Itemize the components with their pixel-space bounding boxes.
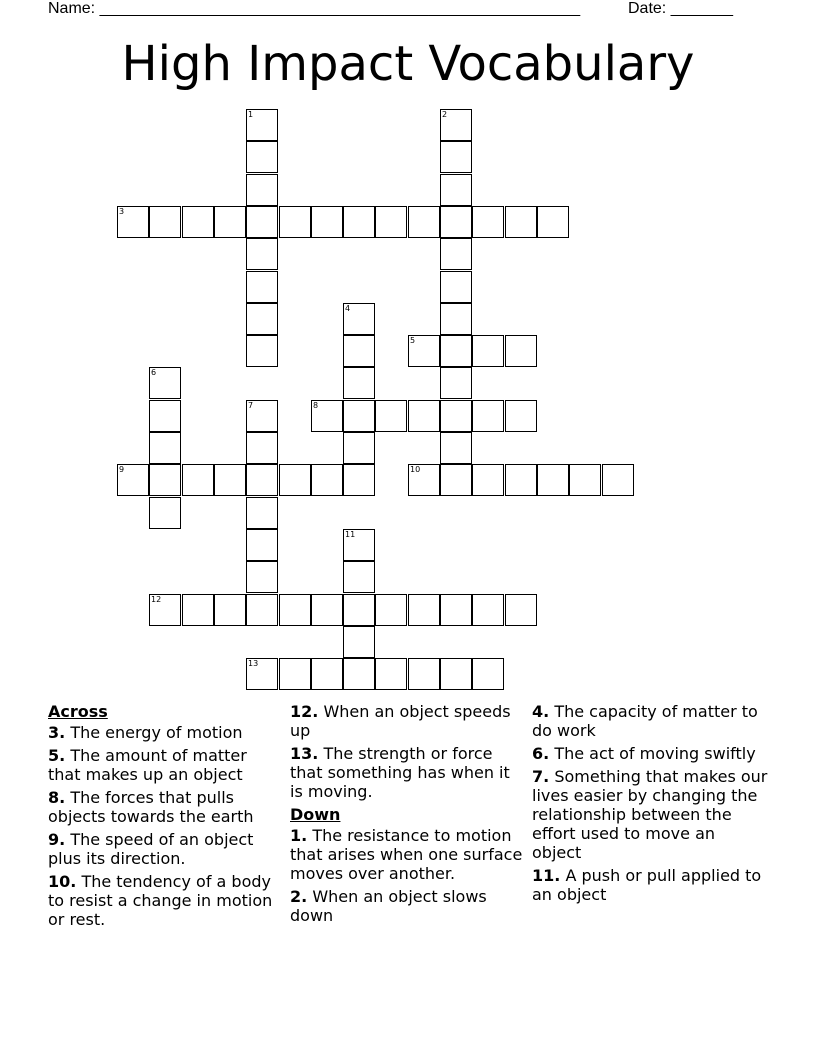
clue-text: Something that makes our lives easier by changing the relationship between the effort used to move an object [532, 767, 768, 862]
grid-cell[interactable] [246, 174, 278, 206]
section-heading: Across [48, 702, 108, 721]
clue-text: When an object speeds up [290, 702, 511, 740]
grid-cell[interactable] [537, 464, 569, 496]
clue-number-label: 13. [290, 744, 319, 763]
grid-cell[interactable] [343, 464, 375, 496]
grid-cell[interactable] [440, 658, 472, 690]
grid-cell[interactable] [149, 497, 181, 529]
grid-cell[interactable] [246, 497, 278, 529]
grid-cell[interactable] [505, 400, 537, 432]
grid-cell[interactable] [537, 206, 569, 238]
grid-cell[interactable] [149, 367, 181, 399]
clue-item [532, 702, 768, 740]
grid-cell[interactable] [311, 658, 343, 690]
grid-cell[interactable] [279, 464, 311, 496]
clue-number-label: 2. [290, 887, 308, 906]
page-title: High Impact Vocabulary [121, 36, 695, 92]
grid-cell[interactable] [440, 432, 472, 464]
clue-number: 12 [151, 595, 162, 604]
grid-cell[interactable] [149, 432, 181, 464]
grid-cell[interactable] [505, 335, 537, 367]
grid-cell[interactable] [440, 238, 472, 270]
clue-number-label: 4. [532, 702, 550, 721]
grid-cell[interactable] [182, 594, 214, 626]
grid-cell[interactable] [246, 594, 278, 626]
grid-cell[interactable] [246, 109, 278, 141]
grid-cell[interactable] [375, 206, 407, 238]
grid-cell[interactable] [311, 464, 343, 496]
grid-cell[interactable] [182, 464, 214, 496]
grid-cell[interactable] [472, 335, 504, 367]
clue-text: The amount of matter that makes up an object [48, 746, 247, 784]
clue-item [290, 826, 526, 883]
grid-cell[interactable] [440, 464, 472, 496]
grid-cell[interactable] [375, 594, 407, 626]
grid-cell[interactable] [343, 561, 375, 593]
grid-cell[interactable] [408, 335, 440, 367]
clue-column-3 [532, 702, 768, 908]
grid-cell[interactable] [375, 658, 407, 690]
clue-text: The energy of motion [70, 723, 243, 742]
clue-text: The speed of an object plus its direction. [48, 830, 254, 868]
grid-cell[interactable] [117, 464, 149, 496]
clue-number: 3 [119, 207, 125, 216]
grid-cell[interactable] [149, 594, 181, 626]
grid-cell[interactable] [505, 464, 537, 496]
clue-text: When an object slows down [290, 887, 487, 925]
grid-cell[interactable] [182, 206, 214, 238]
grid-cell[interactable] [279, 658, 311, 690]
clue-item [532, 866, 768, 904]
clue-number: 2 [442, 110, 448, 119]
grid-cell[interactable] [343, 400, 375, 432]
clue-number: 6 [151, 368, 157, 377]
clue-text: The capacity of matter to do work [532, 702, 758, 740]
grid-cell[interactable] [440, 367, 472, 399]
section-heading: Down [290, 805, 341, 824]
grid-cell[interactable] [408, 206, 440, 238]
grid-cell[interactable] [117, 206, 149, 238]
grid-cell[interactable] [472, 464, 504, 496]
clue-number: 1 [248, 110, 254, 119]
clue-number-label: 6. [532, 744, 550, 763]
clue-item [48, 788, 284, 826]
grid-cell[interactable] [246, 141, 278, 173]
grid-cell[interactable] [149, 400, 181, 432]
clue-number: 5 [410, 336, 416, 345]
clue-number-label: 5. [48, 746, 66, 765]
grid-cell[interactable] [472, 400, 504, 432]
grid-cell[interactable] [408, 658, 440, 690]
grid-cell[interactable] [311, 400, 343, 432]
clue-item [290, 702, 526, 740]
grid-cell[interactable] [505, 206, 537, 238]
grid-cell[interactable] [472, 658, 504, 690]
clue-number-label: 1. [290, 826, 308, 845]
clue-item [532, 767, 768, 862]
clue-number-label: 12. [290, 702, 319, 721]
grid-cell[interactable] [246, 432, 278, 464]
grid-cell[interactable] [246, 658, 278, 690]
grid-cell[interactable] [343, 303, 375, 335]
grid-cell[interactable] [602, 464, 634, 496]
grid-cell[interactable] [343, 432, 375, 464]
grid-cell[interactable] [440, 174, 472, 206]
clue-column-1 [48, 702, 284, 933]
grid-cell[interactable] [408, 594, 440, 626]
grid-cell[interactable] [343, 529, 375, 561]
grid-cell[interactable] [246, 271, 278, 303]
grid-cell[interactable] [408, 464, 440, 496]
grid-cell[interactable] [246, 464, 278, 496]
grid-cell[interactable] [440, 594, 472, 626]
grid-cell[interactable] [472, 206, 504, 238]
clue-text: The strength or force that something has when it is moving. [290, 744, 510, 801]
clue-number: 8 [313, 401, 319, 410]
clue-text: The act of moving swiftly [554, 744, 756, 763]
clue-number: 9 [119, 465, 125, 474]
grid-cell[interactable] [343, 206, 375, 238]
grid-cell[interactable] [440, 109, 472, 141]
clue-number-label: 8. [48, 788, 66, 807]
clue-item [290, 887, 526, 925]
grid-cell[interactable] [311, 594, 343, 626]
clue-item [48, 746, 284, 784]
clue-item [48, 872, 284, 929]
grid-cell[interactable] [440, 400, 472, 432]
clue-number-label: 10. [48, 872, 77, 891]
clue-item [290, 744, 526, 801]
clue-item [532, 744, 768, 763]
grid-cell[interactable] [440, 141, 472, 173]
date-field-label: Date: _______ [628, 0, 733, 17]
clue-number-label: 3. [48, 723, 66, 742]
grid-cell[interactable] [343, 367, 375, 399]
grid-cell[interactable] [311, 206, 343, 238]
clue-number: 10 [410, 465, 421, 474]
clue-number: 11 [345, 530, 356, 539]
grid-cell[interactable] [246, 238, 278, 270]
grid-cell[interactable] [343, 626, 375, 658]
clue-number-label: 11. [532, 866, 561, 885]
grid-cell[interactable] [246, 303, 278, 335]
grid-cell[interactable] [214, 464, 246, 496]
clue-text: A push or pull applied to an object [532, 866, 762, 904]
name-field-label: Name: ______________________________________________________ [48, 0, 581, 17]
grid-cell[interactable] [472, 594, 504, 626]
grid-cell[interactable] [440, 271, 472, 303]
clue-column-2 [290, 702, 526, 929]
grid-cell[interactable] [246, 206, 278, 238]
grid-cell[interactable] [246, 335, 278, 367]
grid-cell[interactable] [375, 400, 407, 432]
grid-cell[interactable] [149, 464, 181, 496]
grid-cell[interactable] [440, 303, 472, 335]
grid-cell[interactable] [343, 335, 375, 367]
clue-text: The forces that pulls objects towards the earth [48, 788, 254, 826]
grid-cell[interactable] [440, 206, 472, 238]
grid-cell[interactable] [214, 594, 246, 626]
grid-cell[interactable] [569, 464, 601, 496]
clue-number-label: 7. [532, 767, 550, 786]
clue-item [48, 830, 284, 868]
grid-cell[interactable] [246, 529, 278, 561]
clue-text: The tendency of a body to resist a change in motion or rest. [48, 872, 273, 929]
clue-number: 7 [248, 401, 254, 410]
clue-number: 4 [345, 304, 351, 313]
grid-cell[interactable] [246, 400, 278, 432]
grid-cell[interactable] [505, 594, 537, 626]
grid-cell[interactable] [246, 561, 278, 593]
grid-cell[interactable] [149, 206, 181, 238]
grid-cell[interactable] [343, 658, 375, 690]
clue-item [48, 723, 284, 742]
clue-number: 13 [248, 659, 259, 668]
clue-text: The resistance to motion that arises when one surface moves over another. [290, 826, 523, 883]
grid-cell[interactable] [440, 335, 472, 367]
grid-cell[interactable] [279, 206, 311, 238]
grid-cell[interactable] [279, 594, 311, 626]
clue-number-label: 9. [48, 830, 66, 849]
grid-cell[interactable] [408, 400, 440, 432]
grid-cell[interactable] [214, 206, 246, 238]
grid-cell[interactable] [343, 594, 375, 626]
